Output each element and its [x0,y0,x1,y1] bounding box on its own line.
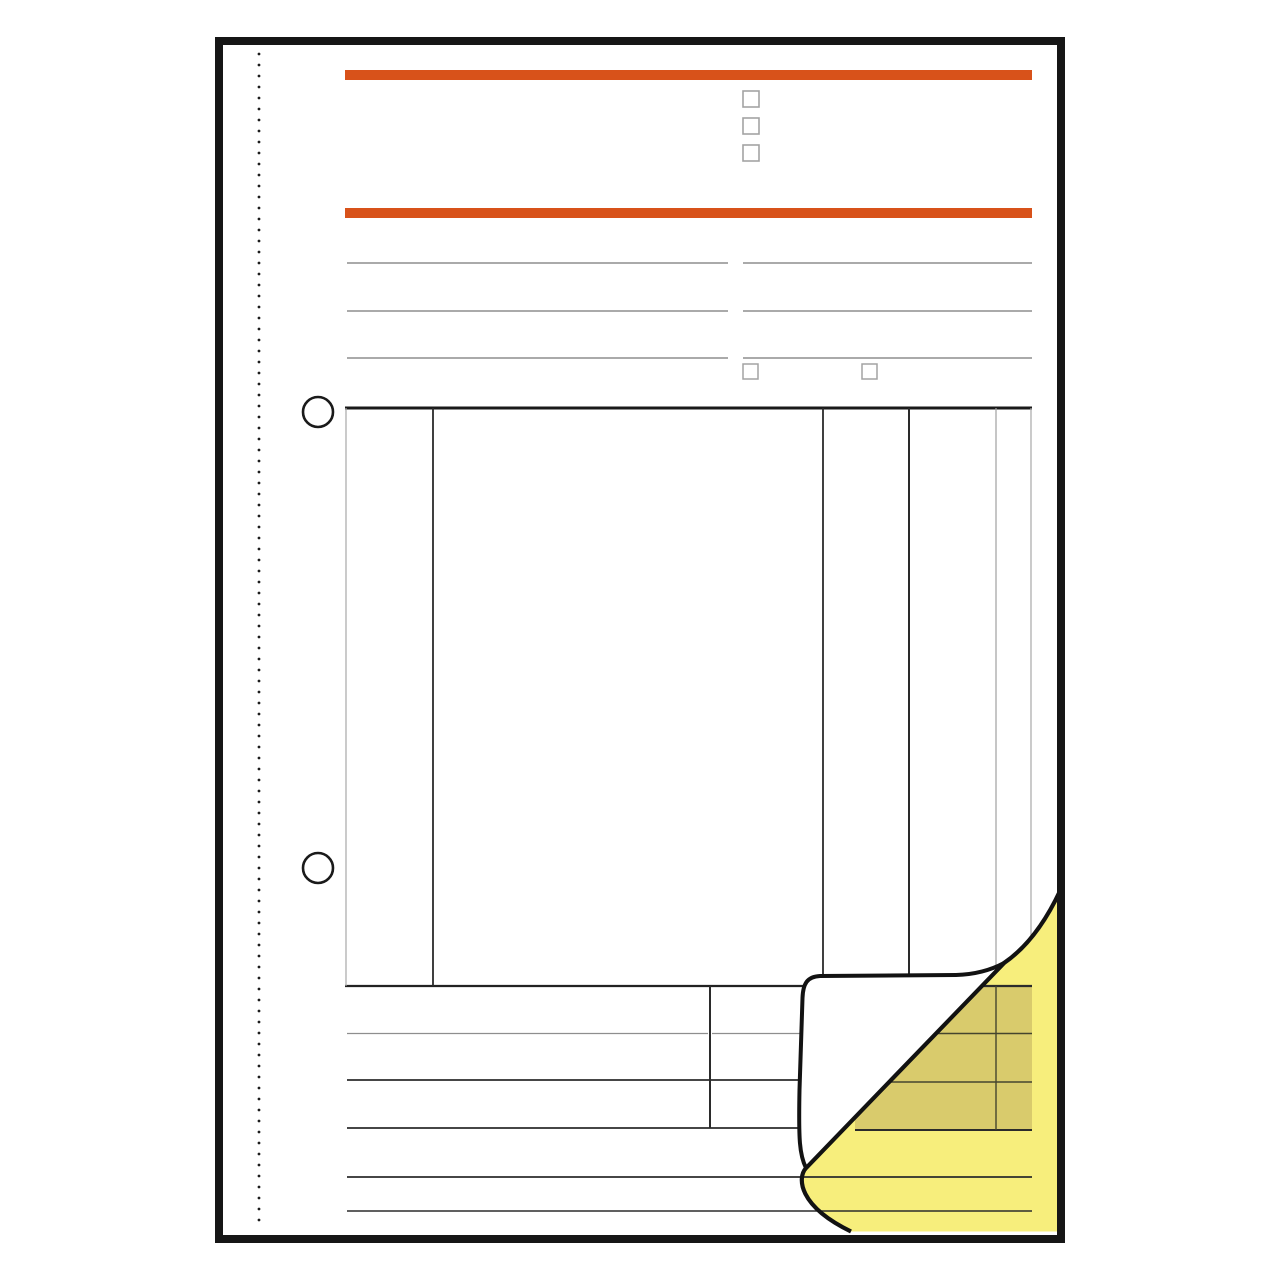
punch-hole-bottom [303,853,333,883]
orange-bar-top [345,70,1032,80]
punch-hole-top [303,397,333,427]
orange-bar-second [345,208,1032,218]
